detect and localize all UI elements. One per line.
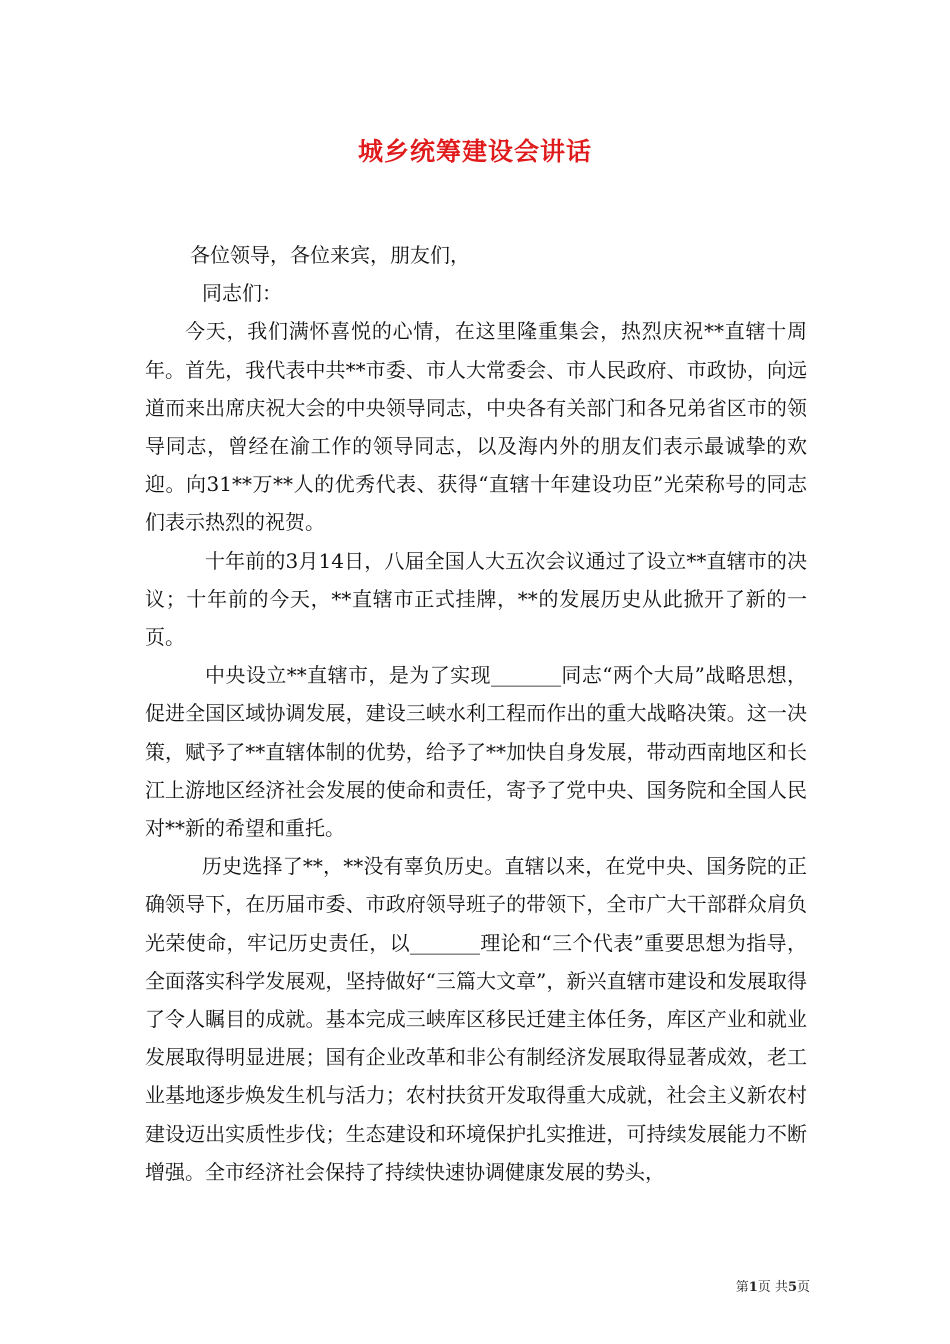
document-body [145,236,807,1191]
page-middle: 页 共 [757,1280,788,1295]
current-page: 1 [748,1280,758,1295]
page-prefix: 第 [735,1280,749,1295]
total-pages: 5 [787,1280,797,1295]
page-number-footer [640,1276,810,1295]
document-title: 城乡统筹建设会讲话 [357,137,592,166]
greeting-paragraph: 各位领导，各位来宾，朋友们， [190,243,470,267]
body-paragraph: 中央设立**直辖市，是为了实现_______同志“两个大局”战略思想，促进全国区域协调发展，建设三峡水利工程而作出的重大战略决策。这一决策，赋予了**直辖体制的优势，给予了**加快自身发展，带动西南地区和长江上游地区经济社会发展的使命和责任，寄予了党中央、国务院和全国人民对**新的希望和重托。 [145,663,807,841]
body-paragraph: 历史选择了**，**没有辜负历史。直辖以来，在党中央、国务院的正确领导下，在历届市委、市政府领导班子的带领下，全市广大干部群众肩负光荣使命，牢记历史责任，以_______理论和“三个代表”重要思想为指导，全面落实科学发展观，坚持做好“三篇大文章”，新兴直辖市建设和发展取得了令人瞩目的成就。基本完成三峡库区移民迁建主体任务，库区产业和就业发展取得明显进展；国有企业改革和非公有制经济发展取得显著成效，老工业基地逐步焕发生机与活力；农村扶贫开发取得重大成就，社会主义新农村建设迈出实质性步伐；生态建设和环境保护扎实推进，可持续发展能力不断增强。全市经济社会保持了持续快速协调健康发展的势头， [145,854,807,1184]
body-paragraph: 今天，我们满怀喜悦的心情，在这里隆重集会，热烈庆祝**直辖十周年。首先，我代表中共**市委、市人大常委会、市人民政府、市政协，向远道而来出席庆祝大会的中央领导同志，中央各有关部门和各兄弟省区市的领导同志，曾经在渝工作的领导同志，以及海内外的朋友们表示最诚挚的欢迎。向31**万**人的优秀代表、获得“直辖十年建设功臣”光荣称号的同志们表示热烈的祝贺。 [145,319,807,535]
salutation-paragraph: 同志们： [202,281,282,306]
page-suffix: 页 [796,1280,810,1295]
body-paragraph: 十年前的3月14日，八届全国人大五次会议通过了设立**直辖市的决议；十年前的今天，**直辖市正式挂牌，**的发展历史从此掀开了新的一页。 [145,548,807,650]
